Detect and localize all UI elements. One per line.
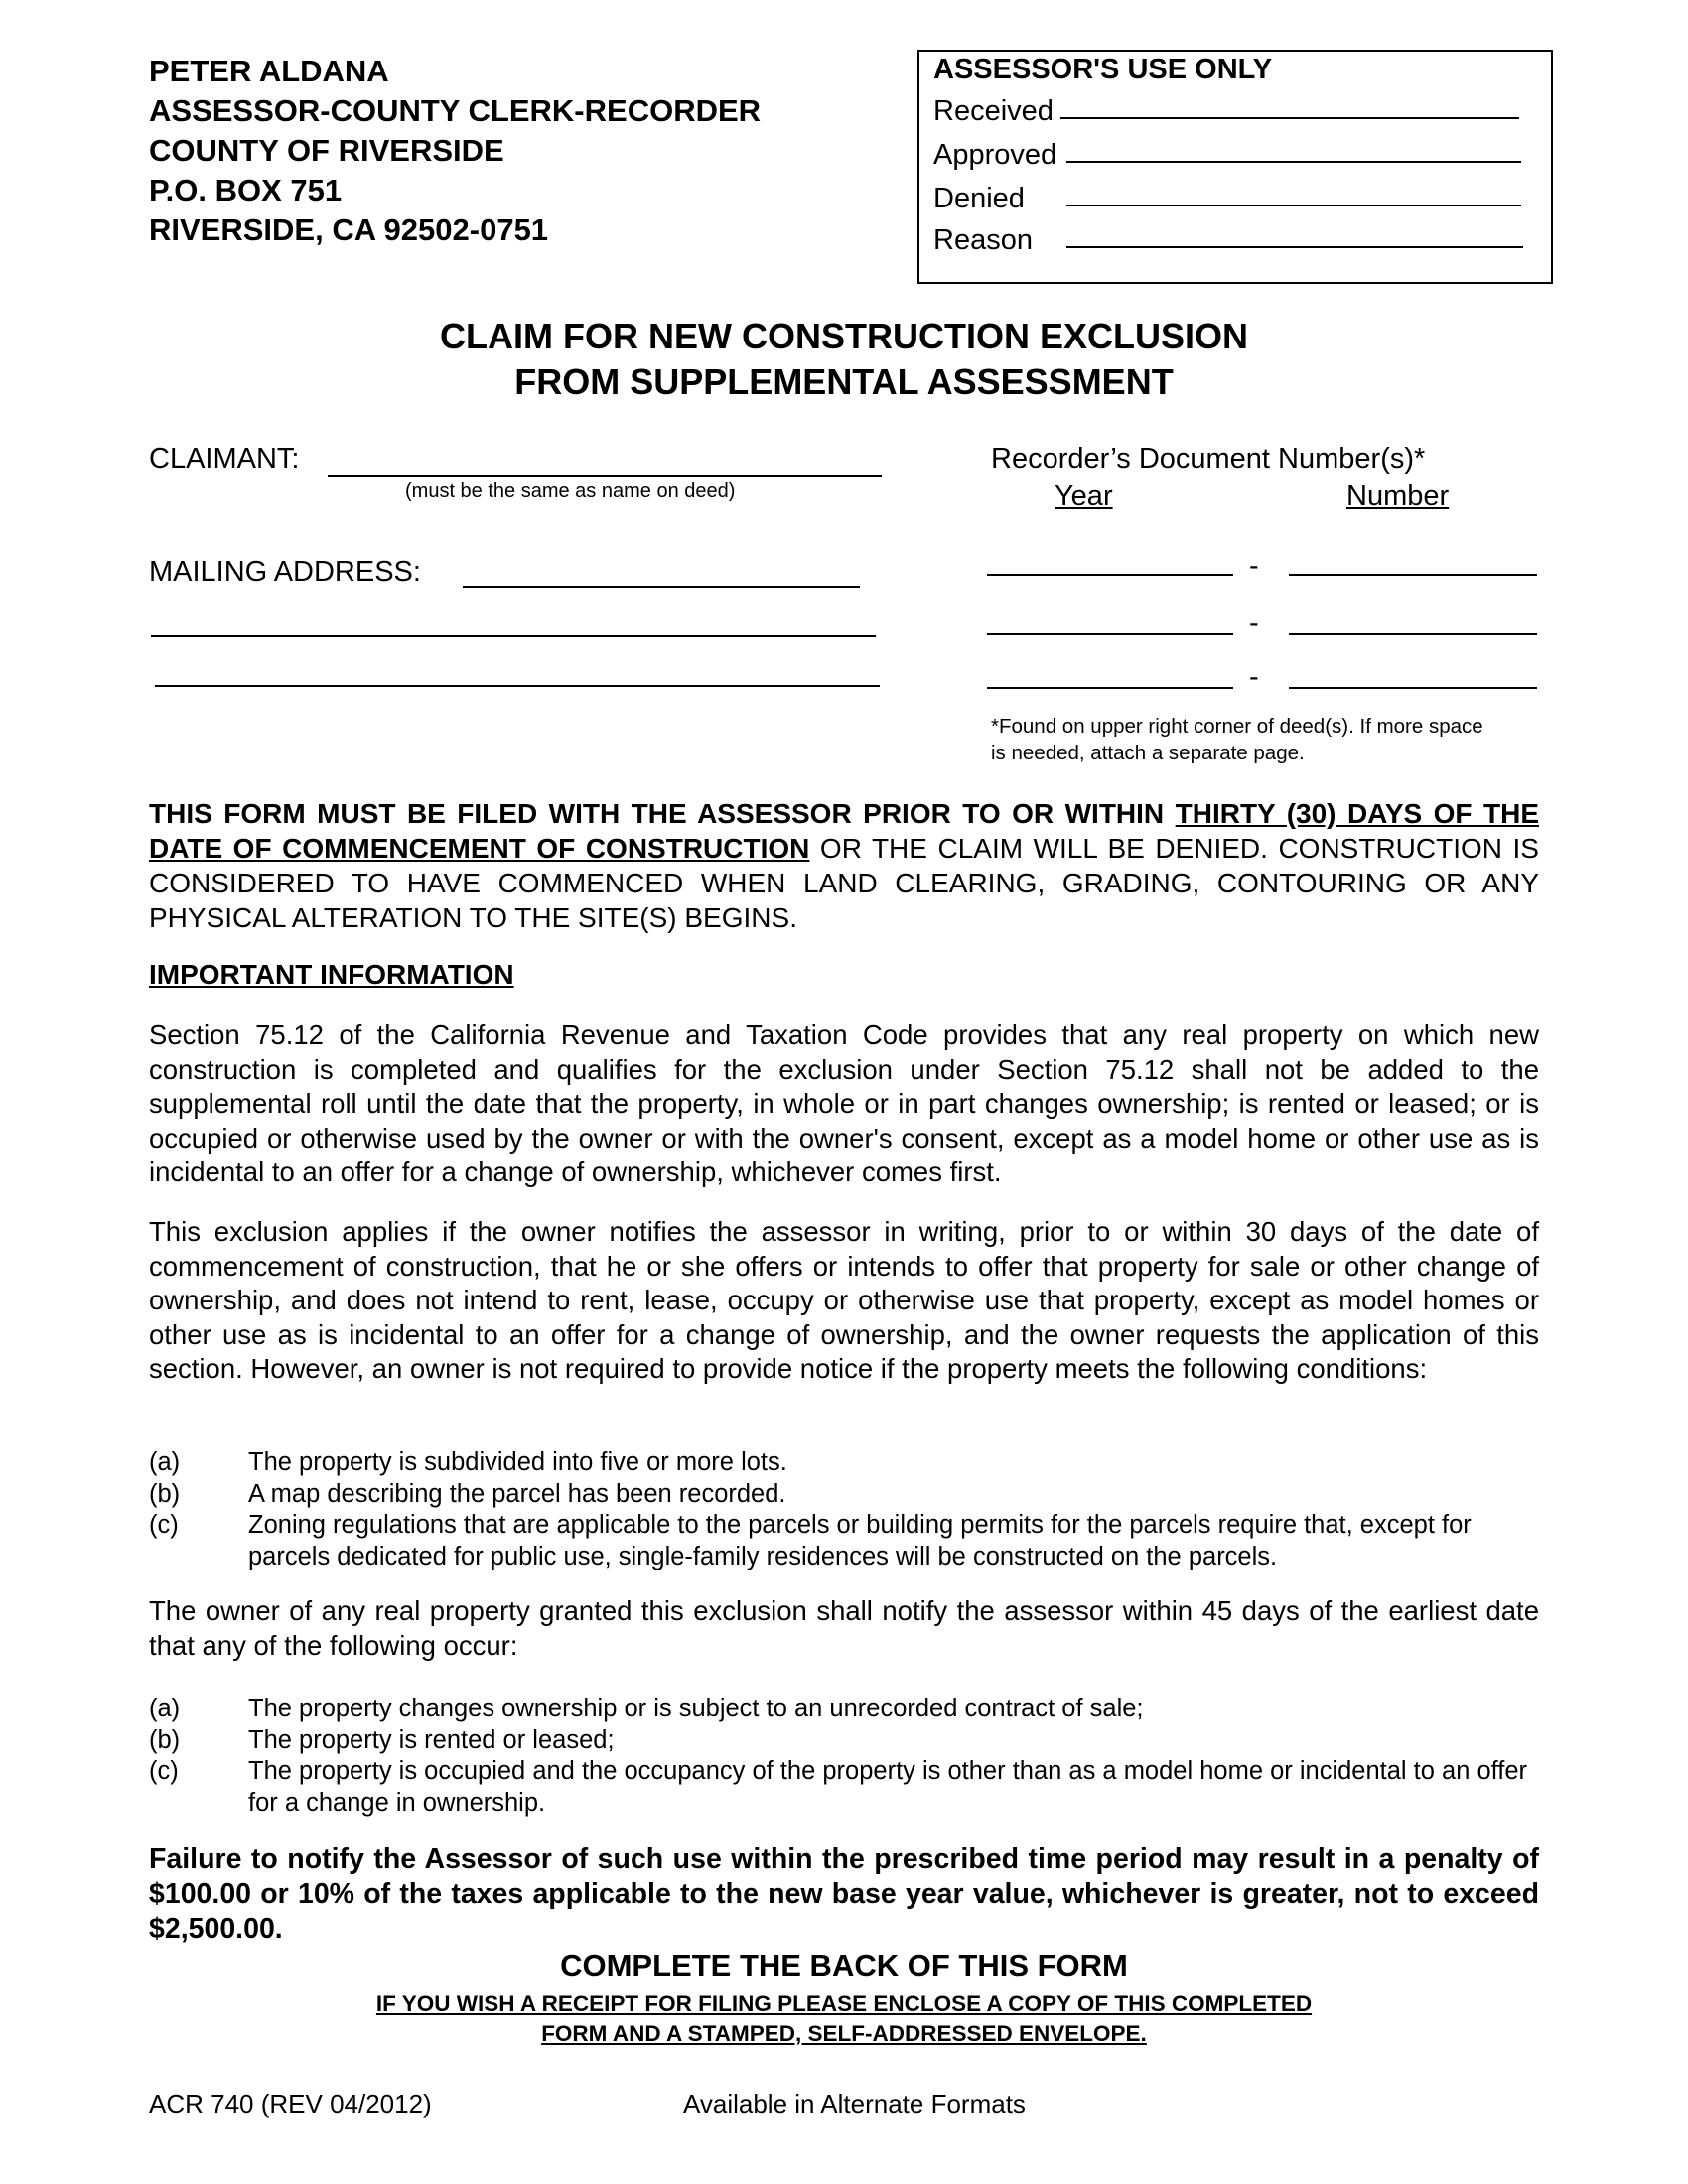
mailing-address-line3[interactable]	[155, 685, 880, 687]
list-item	[149, 1447, 1539, 1479]
recorder-number-field[interactable]	[1289, 574, 1537, 576]
approved-field[interactable]	[1066, 161, 1521, 163]
recorder-footnote-line1: *Found on upper right corner of deed(s). If more space	[991, 715, 1483, 738]
recorder-footnote	[991, 713, 1483, 766]
list-item-text: The property is occupied and the occupancy of the property is other than as a model home or incidental to an offer for a change in ownership.	[248, 1757, 1528, 1817]
filing-warning-rest: OR THE CLAIM WILL BE DENIED. CONSTRUCTION IS CONSIDERED TO HAVE COMMENCED WHEN LAND CLEARING, GRADING, CONTOURING OR ANY PHYSICAL ALTERATION TO THE SITE(S) BEGINS.	[149, 833, 1539, 933]
receipt-line1: IF YOU WISH A RECEIPT FOR FILING PLEASE ENCLOSE A COPY OF THIS COMPLETED	[375, 1991, 1313, 2016]
important-para-1: Section 75.12 of the California Revenue and Taxation Code provides that any real property on which new construction is completed and qualifies for the exclusion under Section 75.12 shall not be added to the supplemental roll until the date that the property, in whole or in part changes ownership; is rented or leased; or is occupied or otherwise used by the owner or with the owner's consent, except as a model home or other use as is incidental to an offer for a change of ownership, whichever comes first.	[149, 1020, 1539, 1187]
filing-warning	[149, 796, 1539, 935]
received-field[interactable]	[1060, 117, 1519, 119]
filing-deadline: THIRTY (30) DAYS OF THE DATE OF COMMENCEMENT OF CONSTRUCTION	[149, 798, 1539, 864]
reason-label: Reason	[933, 224, 1033, 256]
received-label: Received	[933, 95, 1054, 127]
list-item	[149, 1510, 1539, 1572]
form-title	[0, 314, 1688, 405]
list-item-text: The property changes ownership or is subject to an unrecorded contract of sale;	[248, 1695, 1144, 1722]
form-title-line1: CLAIM FOR NEW CONSTRUCTION EXCLUSION	[440, 316, 1248, 356]
approved-label: Approved	[933, 139, 1057, 171]
form-number: ACR 740 (REV 04/2012)	[149, 2089, 432, 2118]
alternate-formats: Available in Alternate Formats	[683, 2089, 1026, 2118]
recorder-number-field[interactable]	[1289, 687, 1537, 689]
list-item	[149, 1479, 1539, 1511]
claimant-input[interactable]	[328, 475, 882, 477]
list-item-text: The property is subdivided into five or more lots.	[248, 1448, 787, 1476]
recorder-doc-title: Recorder’s Document Number(s)*	[991, 443, 1426, 475]
recorder-year-field[interactable]	[987, 687, 1233, 689]
important-heading: IMPORTANT INFORMATION	[149, 959, 514, 990]
conditions-list	[149, 1447, 1539, 1572]
recorder-number-header: Number	[1346, 480, 1450, 512]
list-item-label: (c)	[149, 1511, 179, 1539]
mailing-address-label: MAILING ADDRESS:	[149, 556, 421, 588]
recorder-separator: -	[1249, 661, 1259, 693]
denied-label: Denied	[933, 183, 1025, 214]
address-line-office: ASSESSOR-COUNTY CLERK-RECORDER	[149, 93, 762, 128]
complete-back-notice: COMPLETE THE BACK OF THIS FORM	[560, 1948, 1128, 1982]
penalty-notice: Failure to notify the Assessor of such use within the prescribed time period may result in a penalty of $100.00 or 10% of the taxes applicable to the new base year value, whichever is greater, not to exceed $2,500.00.	[149, 1843, 1539, 1945]
list-item-text: The property is rented or leased;	[248, 1725, 615, 1754]
mailing-address-line1[interactable]	[463, 586, 860, 588]
mailing-address-line2[interactable]	[151, 635, 876, 637]
recorder-separator: -	[1249, 608, 1259, 639]
list-item-label: (b)	[149, 1479, 181, 1508]
list-item-label: (b)	[149, 1725, 181, 1754]
claimant-label: CLAIMANT:	[149, 443, 300, 475]
list-item	[149, 1725, 1539, 1757]
list-item-label: (c)	[149, 1757, 179, 1785]
important-para-3: The owner of any real property granted this exclusion shall notify the assessor within 45 days of the earliest date that any of the following occur:	[149, 1595, 1539, 1661]
important-para-2: This exclusion applies if the owner notifies the assessor in writing, prior to or within 30 days of the date of commencement of construction, that he or she offers or intends to offer that property for sale or other change of ownership, and does not intend to rent, lease, occupy or otherwise use that property, except as model homes or other use as is incidental to an offer for a change of ownership, and the owner requests the application of this section. However, an owner is not required to provide notice if the property meets the following conditions:	[149, 1216, 1539, 1384]
receipt-line2: FORM AND A STAMPED, SELF-ADDRESSED ENVELOPE.	[541, 2021, 1147, 2046]
filing-warning-lead: THIS FORM MUST BE FILED WITH THE ASSESSOR PRIOR TO OR WITHIN	[149, 798, 1176, 829]
recorder-number-field[interactable]	[1289, 633, 1537, 635]
list-item	[149, 1756, 1539, 1819]
notification-events-list	[149, 1694, 1539, 1819]
form-title-line2: FROM SUPPLEMENTAL ASSESSMENT	[514, 361, 1174, 402]
recorder-footnote-line2: is needed, attach a separate page.	[991, 742, 1305, 764]
list-item	[149, 1694, 1539, 1725]
list-item-label: (a)	[149, 1448, 181, 1476]
list-item-label: (a)	[149, 1695, 181, 1722]
address-line-pobox: P.O. BOX 751	[149, 173, 343, 207]
receipt-instructions	[0, 1989, 1688, 2049]
address-line-county: COUNTY OF RIVERSIDE	[149, 133, 504, 168]
assessor-use-title: ASSESSOR'S USE ONLY	[933, 54, 1273, 85]
recorder-year-field[interactable]	[987, 574, 1233, 576]
assessor-address	[149, 52, 761, 250]
reason-field[interactable]	[1066, 246, 1523, 248]
denied-field[interactable]	[1066, 205, 1521, 206]
assessor-use-box	[917, 50, 1553, 284]
list-item-text: Zoning regulations that are applicable to the parcels or building permits for the parcels require that, except for parcels dedicated for public use, single-family residences will be constructed on the parcels.	[248, 1511, 1472, 1570]
list-item-text: A map describing the parcel has been recorded.	[248, 1479, 786, 1508]
recorder-separator: -	[1249, 550, 1259, 582]
address-line-name: PETER ALDANA	[149, 54, 389, 88]
recorder-year-header: Year	[1055, 480, 1113, 512]
address-line-city: RIVERSIDE, CA 92502-0751	[149, 212, 549, 247]
recorder-year-field[interactable]	[987, 633, 1233, 635]
claimant-note: (must be the same as name on deed)	[405, 480, 736, 502]
